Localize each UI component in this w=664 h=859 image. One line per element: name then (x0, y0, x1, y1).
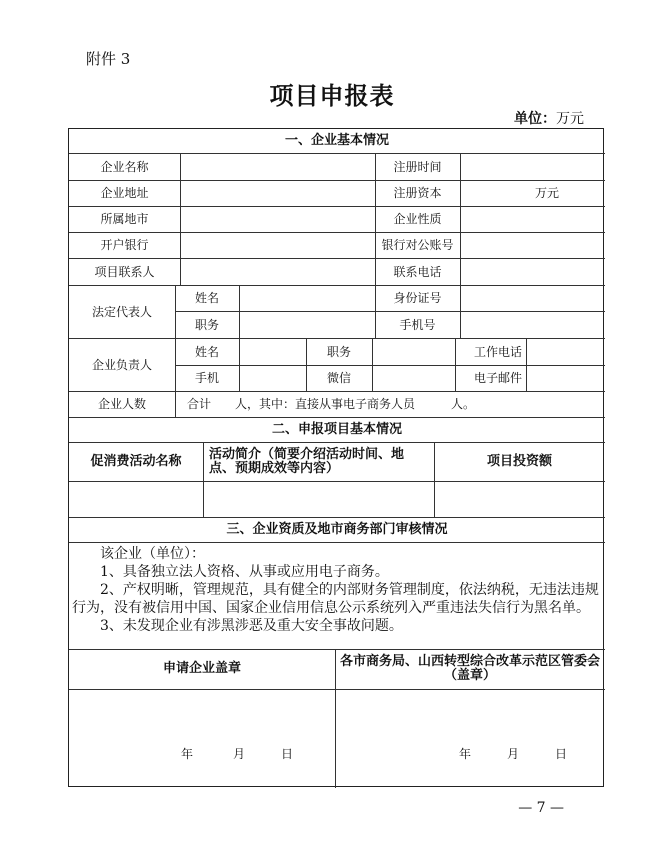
activity-intro-field[interactable] (203, 481, 434, 517)
pic-name-field[interactable] (239, 338, 306, 365)
company-address-field[interactable] (180, 180, 375, 206)
bank-account-label: 银行对公账号 (381, 238, 454, 252)
registered-capital-field[interactable] (460, 180, 605, 206)
activity-name-header: 促消费活动名称 (90, 453, 182, 469)
activity-intro-header: 活动简介（简要介绍活动时间、地点、预期成效等内容） (209, 446, 405, 476)
legal-rep-name-label: 姓名 (194, 291, 219, 305)
section3-intro: 该企业（单位）： (72, 546, 205, 562)
pic-email-label: 电子邮件 (473, 371, 522, 385)
registered-capital-label: 注册资本 (393, 186, 442, 200)
pic-wechat-label: 微信 (326, 371, 351, 385)
pic-mobile-label: 手机 (194, 371, 219, 385)
pic-email-field[interactable] (526, 365, 605, 391)
pic-position-label: 职务 (326, 344, 351, 359)
id-number-field[interactable] (460, 285, 605, 311)
section1-heading: 一、企业基本情况 (284, 133, 389, 148)
headcount-label: 企业人数 (97, 397, 146, 411)
contact-person-label: 项目联系人 (94, 264, 155, 279)
pic-name-label: 姓名 (194, 344, 219, 359)
activity-name-field[interactable] (69, 481, 203, 517)
person-in-charge-label: 企业负责人 (91, 357, 152, 372)
pic-position-field[interactable] (372, 338, 455, 365)
left-day: 日 (280, 747, 293, 761)
section3-item-1: 1、具备独立法人资格、从事或应用电子商务。 (72, 564, 389, 580)
company-name-label: 企业名称 (100, 159, 149, 174)
left-month: 月 (232, 747, 245, 761)
unit-label (514, 108, 584, 128)
contact-person-field[interactable] (180, 258, 375, 285)
registered-capital-unit: 万元 (534, 186, 559, 200)
right-day: 日 (554, 747, 567, 761)
right-month: 月 (506, 747, 519, 761)
pic-work-phone-label: 工作电话 (473, 344, 522, 359)
unit-key: 单位： (514, 111, 556, 127)
section3-heading: 三、企业资质及地市商务部门审核情况 (226, 521, 448, 537)
applicant-seal-title: 申请企业盖章 (162, 661, 241, 676)
registration-date-label: 注册时间 (393, 159, 442, 174)
section3-item-2: 2、产权明晰，管理规范，具有健全的内部财务管理制度，依法纳税，无违法违规行为，没有被信用中国、国家企业信用信息公示系统列入严重违法失信行为黑名单。 (72, 582, 599, 616)
pic-mobile-field[interactable] (239, 365, 306, 391)
investment-header: 项目投资额 (486, 453, 552, 469)
pic-wechat-field[interactable] (372, 365, 455, 391)
legal-rep-label: 法定代表人 (91, 304, 152, 319)
authority-seal-title: 各市商务局、山西转型综合改革示范区管委会（盖章） (339, 654, 600, 683)
registration-date-field[interactable] (460, 153, 605, 180)
company-name-field[interactable] (180, 153, 375, 180)
left-year: 年 (180, 747, 193, 761)
contact-phone-label: 联系电话 (393, 264, 442, 279)
bank-account-field[interactable] (460, 232, 605, 258)
page-number: — 7 — (518, 800, 564, 816)
unit-value: 万元 (556, 111, 584, 127)
bank-field[interactable] (180, 232, 375, 258)
section3-item-3: 3、未发现企业有涉黑涉恶及重大安全事故问题。 (72, 618, 403, 634)
company-type-label: 企业性质 (393, 212, 442, 226)
headcount-text[interactable]: 合计 人，其中：直接从事电子商务人员 人。 (187, 397, 476, 411)
legal-rep-position-label: 职务 (194, 317, 219, 332)
city-label: 所属地市 (100, 212, 149, 226)
section3-body (72, 545, 602, 635)
company-type-field[interactable] (460, 206, 605, 232)
annex-label: 附件 3 (86, 50, 131, 68)
right-year: 年 (458, 747, 471, 761)
city-field[interactable] (180, 206, 375, 232)
form-title: 项目申报表 (269, 81, 395, 110)
section2-heading: 二、申报项目基本情况 (271, 421, 402, 437)
pic-work-phone-field[interactable] (526, 338, 605, 365)
legal-rep-position-field[interactable] (239, 311, 375, 338)
company-address-label: 企业地址 (100, 186, 149, 200)
legal-rep-name-field[interactable] (239, 285, 375, 311)
investment-field[interactable] (434, 481, 605, 517)
contact-phone-field[interactable] (460, 258, 605, 285)
bank-label: 开户银行 (100, 238, 149, 252)
id-number-label: 身份证号 (393, 291, 442, 305)
form-table (68, 128, 604, 787)
legal-rep-mobile-field[interactable] (460, 311, 605, 338)
legal-rep-mobile-label: 手机号 (399, 317, 436, 332)
